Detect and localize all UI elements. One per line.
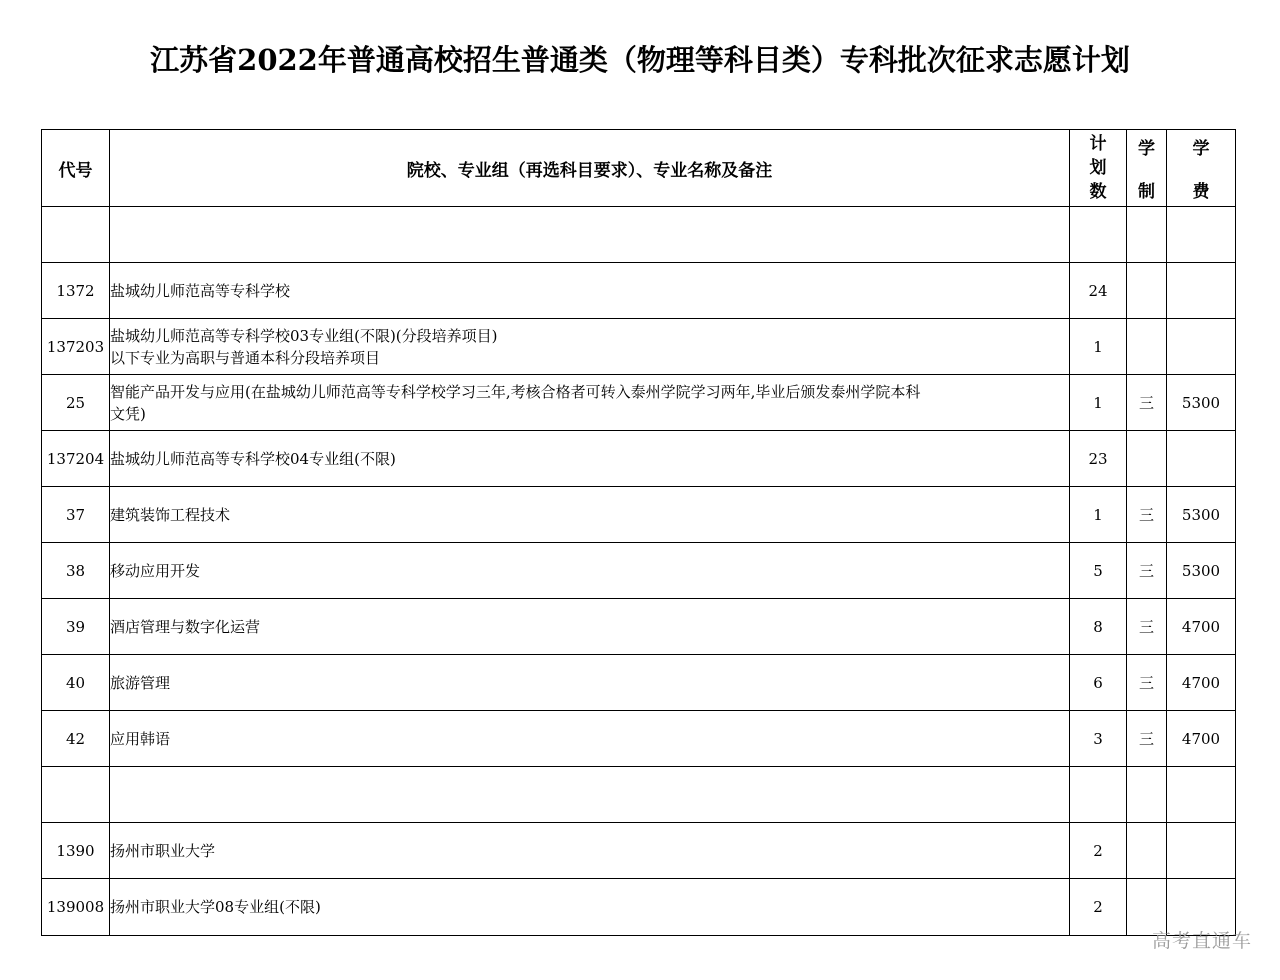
cell-plan: 1 <box>1070 319 1127 375</box>
cell-fee: 4700 <box>1167 655 1236 711</box>
header-system <box>1127 130 1167 207</box>
cell-fee <box>1167 767 1236 823</box>
cell-name <box>110 711 1070 767</box>
cell-code: 1390 <box>42 823 110 879</box>
cell-plan: 24 <box>1070 263 1127 319</box>
cell-code: 37 <box>42 487 110 543</box>
header-fee-char-1: 学 <box>1192 139 1210 159</box>
cell-name-line-2: 文凭) <box>110 404 146 423</box>
header-plan <box>1070 130 1127 207</box>
header-plan-char-3: 数 <box>1089 182 1107 202</box>
cell-code: 137204 <box>42 431 110 487</box>
cell-name <box>110 207 1070 263</box>
cell-name-line-1: 移动应用开发 <box>110 561 201 580</box>
cell-plan: 2 <box>1070 879 1127 936</box>
cell-system: 三 <box>1127 375 1167 431</box>
cell-name-line-2: 以下专业为高职与普通本科分段培养项目 <box>110 348 381 367</box>
header-fee <box>1167 130 1236 207</box>
cell-system <box>1127 823 1167 879</box>
cell-plan: 5 <box>1070 543 1127 599</box>
cell-plan: 1 <box>1070 487 1127 543</box>
table-row <box>42 319 1236 375</box>
cell-system <box>1127 767 1167 823</box>
cell-name <box>110 655 1070 711</box>
cell-code: 25 <box>42 375 110 431</box>
table-header-row <box>42 130 1236 207</box>
cell-name-line-1: 盐城幼儿师范高等专科学校 <box>110 281 291 300</box>
cell-code <box>42 207 110 263</box>
watermark: 高考直通车 <box>1151 930 1252 952</box>
cell-name-line-1: 扬州市职业大学 <box>110 841 216 860</box>
cell-code: 1372 <box>42 263 110 319</box>
table-row <box>42 823 1236 879</box>
cell-fee: 5300 <box>1167 543 1236 599</box>
table-row <box>42 711 1236 767</box>
table-row <box>42 543 1236 599</box>
cell-code: 38 <box>42 543 110 599</box>
cell-system: 三 <box>1127 655 1167 711</box>
cell-fee: 4700 <box>1167 599 1236 655</box>
cell-plan: 6 <box>1070 655 1127 711</box>
cell-plan <box>1070 207 1127 263</box>
table-row <box>42 431 1236 487</box>
header-system-char-2: 制 <box>1138 182 1155 202</box>
cell-name-line-1: 盐城幼儿师范高等专科学校04专业组(不限) <box>110 449 396 468</box>
table-row <box>42 487 1236 543</box>
cell-name <box>110 879 1070 936</box>
cell-code: 139008 <box>42 879 110 936</box>
cell-code: 40 <box>42 655 110 711</box>
cell-name <box>110 319 1070 375</box>
table-row <box>42 879 1236 936</box>
cell-fee: 5300 <box>1167 375 1236 431</box>
cell-fee: 4700 <box>1167 711 1236 767</box>
cell-system <box>1127 319 1167 375</box>
cell-fee <box>1167 431 1236 487</box>
cell-code: 39 <box>42 599 110 655</box>
cell-name <box>110 487 1070 543</box>
cell-name <box>110 543 1070 599</box>
table-row <box>42 263 1236 319</box>
cell-code <box>42 767 110 823</box>
cell-plan: 3 <box>1070 711 1127 767</box>
cell-plan: 1 <box>1070 375 1127 431</box>
cell-plan <box>1070 767 1127 823</box>
cell-system: 三 <box>1127 543 1167 599</box>
cell-system <box>1127 207 1167 263</box>
plan-table <box>41 129 1236 936</box>
cell-system: 三 <box>1127 487 1167 543</box>
header-name: 院校、专业组（再选科目要求）、专业名称及备注 <box>110 130 1070 207</box>
header-plan-char-2: 划 <box>1089 158 1107 178</box>
cell-code: 42 <box>42 711 110 767</box>
cell-name <box>110 263 1070 319</box>
cell-name <box>110 599 1070 655</box>
cell-plan: 8 <box>1070 599 1127 655</box>
cell-name-line-1: 旅游管理 <box>110 673 171 692</box>
cell-name-line-1: 盐城幼儿师范高等专科学校03专业组(不限)(分段培养项目) <box>110 326 498 345</box>
header-plan-char-1: 计 <box>1089 134 1107 154</box>
cell-name <box>110 823 1070 879</box>
table-row <box>42 375 1236 431</box>
cell-name-line-1: 酒店管理与数字化运营 <box>110 617 261 636</box>
cell-name <box>110 375 1070 431</box>
cell-name <box>110 431 1070 487</box>
cell-code: 137203 <box>42 319 110 375</box>
cell-fee <box>1167 319 1236 375</box>
cell-plan: 23 <box>1070 431 1127 487</box>
cell-name <box>110 767 1070 823</box>
cell-system: 三 <box>1127 711 1167 767</box>
table-row <box>42 207 1236 263</box>
table-row <box>42 599 1236 655</box>
table-row <box>42 767 1236 823</box>
cell-name-line-1: 智能产品开发与应用(在盐城幼儿师范高等专科学校学习三年,考核合格者可转入泰州学院学习两年,毕业后颁发泰州学院本科 <box>110 382 921 401</box>
table-row <box>42 655 1236 711</box>
header-system-char-1: 学 <box>1138 139 1155 159</box>
header-fee-char-2: 费 <box>1192 182 1210 202</box>
page-title: 江苏省2022年普通高校招生普通类（物理等科目类）专科批次征求志愿计划 <box>150 43 1130 77</box>
cell-fee: 5300 <box>1167 487 1236 543</box>
cell-name-line-1: 应用韩语 <box>110 729 171 748</box>
cell-fee <box>1167 207 1236 263</box>
cell-name-line-1: 建筑装饰工程技术 <box>110 505 231 524</box>
cell-system <box>1127 263 1167 319</box>
cell-fee <box>1167 263 1236 319</box>
cell-system: 三 <box>1127 599 1167 655</box>
cell-system <box>1127 431 1167 487</box>
cell-name-line-1: 扬州市职业大学08专业组(不限) <box>110 898 321 916</box>
cell-fee <box>1167 823 1236 879</box>
cell-plan: 2 <box>1070 823 1127 879</box>
header-code: 代号 <box>42 130 110 207</box>
table-body <box>42 207 1236 936</box>
